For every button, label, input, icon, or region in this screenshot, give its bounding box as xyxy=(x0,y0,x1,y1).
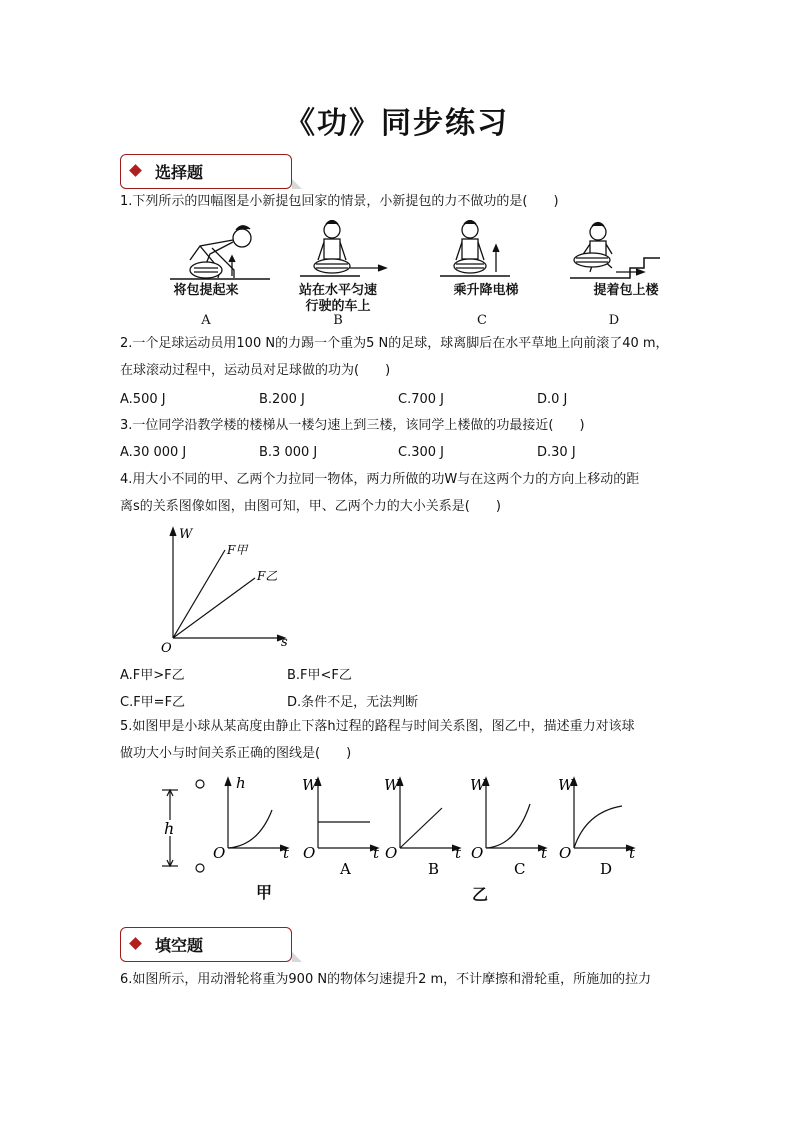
q3-option-d: D.30 J xyxy=(537,445,576,460)
q2-line1: 2.一个足球运动员用100 N的力踢一个重为5 N的足球，球离脚后在水平草地上向前滚了40 m， xyxy=(120,336,669,351)
scene-b-figure xyxy=(300,221,386,277)
q1-scenes-illustration xyxy=(150,220,690,286)
q2-line2: 在球滚动过程中，运动员对足球做的功为( ) xyxy=(120,363,391,378)
q4-y-label: W xyxy=(179,527,193,542)
fold-corner-icon xyxy=(292,179,302,189)
q2-option-d: D.0 J xyxy=(537,392,568,407)
svg-text:O: O xyxy=(559,844,572,862)
q5-line1: 5.如图甲是小球从某高度由静止下落h过程的路程与时间关系图，图乙中，描述重力对该球 xyxy=(120,719,635,734)
q2-option-a: A.500 J xyxy=(120,392,166,407)
q5-letter-d: D xyxy=(600,860,613,878)
q4-fjia-label: F甲 xyxy=(227,543,248,557)
q5-graph-a xyxy=(315,778,378,851)
svg-text:O: O xyxy=(471,844,484,862)
scene-a-caption: 将包提起来 xyxy=(173,283,239,298)
q5-figures xyxy=(150,772,650,902)
q4-y-arrow xyxy=(170,528,176,536)
q5-letter-b: B xyxy=(428,860,440,878)
q5-graph-c xyxy=(483,778,546,851)
scene-b-caption-line2: 行驶的车上 xyxy=(305,299,371,314)
q5-letter-a: A xyxy=(340,860,351,878)
svg-text:O: O xyxy=(303,844,316,862)
q5-label-jia: 甲 xyxy=(256,883,273,902)
diamond-icon xyxy=(129,164,142,177)
q5-label-yi: 乙 xyxy=(472,885,489,904)
scene-c-caption: 乘升降电梯 xyxy=(453,283,519,298)
q5-height-label: h xyxy=(164,819,175,838)
scene-d-letter: D xyxy=(608,313,620,328)
svg-text:O: O xyxy=(213,844,226,862)
q4-line-fyi xyxy=(173,578,255,638)
q5-graph-d xyxy=(571,778,634,851)
q4-origin-label: O xyxy=(161,641,172,652)
q5-letter-c: C xyxy=(514,860,526,878)
diamond-icon xyxy=(129,937,142,950)
q4-line1: 4.用大小不同的甲、乙两个力拉同一物体，两力所做的功W与在这两个力的方向上移动的距 xyxy=(120,472,640,487)
q4-fyi-label: F乙 xyxy=(257,569,278,583)
q3-option-a: A.30 000 J xyxy=(120,445,187,460)
q5-ht-graph xyxy=(225,778,288,851)
q4-line-fjia xyxy=(173,550,225,638)
scene-d-figure xyxy=(570,223,660,279)
svg-text:t: t xyxy=(373,844,380,862)
q2-option-c: C.700 J xyxy=(398,392,444,407)
scene-b-letter: B xyxy=(333,313,343,328)
page-title: 《功》同步练习 xyxy=(285,106,509,141)
q6-stem: 6.如图所示，用动滑轮将重为900 N的物体匀速提升2 m，不计摩擦和滑轮重，所施加的拉力 xyxy=(120,972,652,987)
ball-top-icon xyxy=(196,780,204,788)
q4-option-c: C.F甲=F乙 xyxy=(120,695,186,710)
ball-bottom-icon xyxy=(196,864,204,872)
q3-option-b: B.3 000 J xyxy=(259,445,318,460)
svg-text:O: O xyxy=(385,844,398,862)
fold-corner-icon xyxy=(292,952,302,962)
scene-a-figure xyxy=(170,226,270,279)
scene-d-caption: 提着包上楼 xyxy=(593,283,659,298)
q2-option-b: B.200 J xyxy=(259,392,305,407)
q5-line2: 做功大小与时间关系正确的图线是( ) xyxy=(120,746,352,761)
scene-b-caption-line1: 站在水平匀速 xyxy=(298,283,377,298)
scene-a-letter: A xyxy=(201,313,211,328)
q1-stem: 1.下列所示的四幅图是小新提包回家的情景，小新提包的力不做功的是( ) xyxy=(120,194,559,209)
svg-text:t: t xyxy=(283,844,290,862)
q3-option-c: C.300 J xyxy=(398,445,444,460)
svg-text:W: W xyxy=(384,776,400,794)
section-label: 选择题 xyxy=(155,163,204,182)
section-label: 填空题 xyxy=(155,936,204,955)
q5-graph-b xyxy=(397,778,460,851)
q4-line2: 离s的关系图像如图，由图可知，甲、乙两个力的大小关系是( ) xyxy=(120,499,501,514)
scene-c-letter: C xyxy=(477,313,487,328)
svg-text:t: t xyxy=(629,844,636,862)
svg-text:W: W xyxy=(558,776,574,794)
svg-text:t: t xyxy=(455,844,462,862)
svg-text:t: t xyxy=(541,844,548,862)
q4-option-d: D.条件不足，无法判断 xyxy=(287,695,419,710)
section-header-choice xyxy=(120,154,292,189)
q4-option-a: A.F甲>F乙 xyxy=(120,668,185,683)
q4-w-s-graph xyxy=(155,522,305,652)
section-header-fill xyxy=(120,927,292,962)
q3-stem: 3.一位同学沿教学楼的楼梯从一楼匀速上到三楼，该同学上楼做的功最接近( ) xyxy=(120,418,585,433)
svg-text:W: W xyxy=(470,776,486,794)
q4-option-b: B.F甲<F乙 xyxy=(287,668,352,683)
q4-x-label: s xyxy=(281,635,288,650)
svg-text:W: W xyxy=(302,776,318,794)
scene-c-figure xyxy=(440,221,510,277)
svg-text:h: h xyxy=(236,774,246,792)
